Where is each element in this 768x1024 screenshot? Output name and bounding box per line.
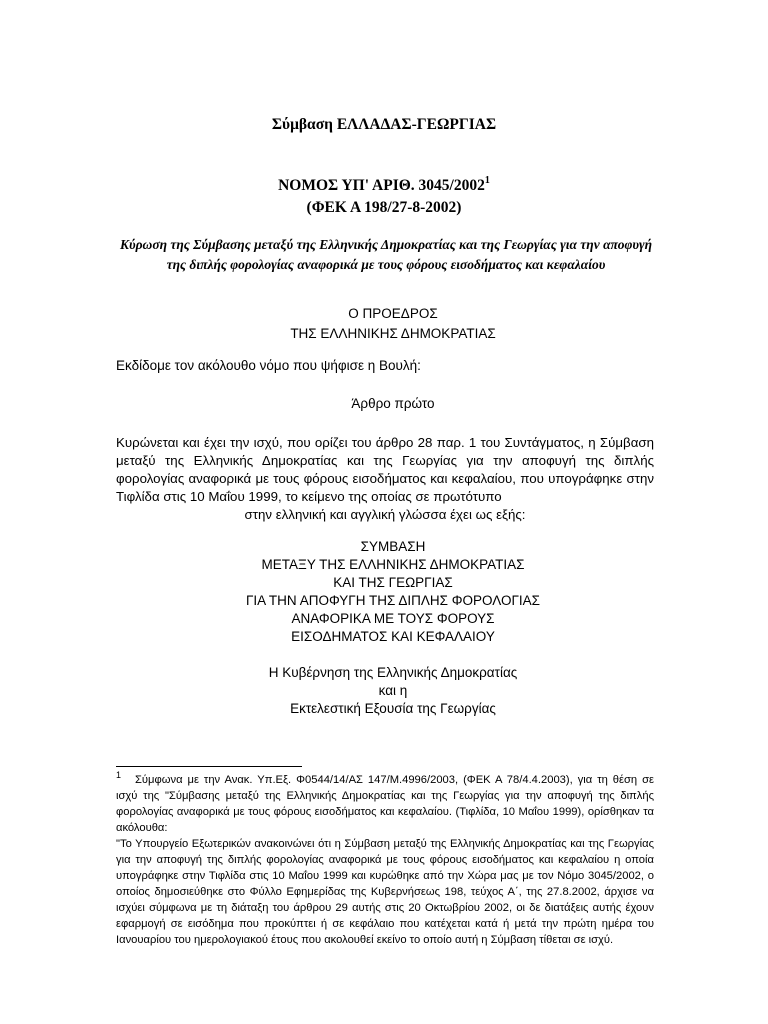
footnote: [116, 772, 654, 948]
document-title: Σύμβαση ΕΛΛΑΔΑΣ-ΓΕΩΡΓΙΑΣ: [271, 116, 497, 133]
president-line-1: Ο ΠΡΟΕΔΡΟΣ: [348, 306, 438, 321]
party-line: και η: [378, 683, 408, 698]
party-line: Η Κυβέρνηση της Ελληνικής Δημοκρατίας: [268, 665, 518, 680]
footnote-separator: [116, 766, 302, 767]
ratification-heading: Κύρωση της Σύμβασης μεταξύ της Ελληνικής Δημοκρατίας και της Γεωργίας για την αποφυγή της διπλής φορολογίας αναφορικά με τους φόρους εισοδήματος και κεφαλαίου: [119, 237, 653, 272]
law-heading: [0, 175, 768, 219]
article-text-last-line: στην ελληνική και αγγλική γλώσσα έχει ως εξής:: [244, 507, 526, 522]
convention-line: ΓΙΑ ΤΗΝ ΑΠΟΦΥΓΗ ΤΗΣ ΔΙΠΛΗΣ ΦΟΡΟΛΟΓΙΑΣ: [245, 593, 541, 608]
convention-line: ΣΥΜΒΑΣΗ: [360, 539, 426, 554]
footnote-marker: 1: [116, 770, 122, 780]
footnote-reference[interactable]: 1: [484, 175, 490, 186]
contracting-parties: [0, 664, 768, 718]
article-paragraph: [116, 434, 654, 524]
law-number: ΝΟΜΟΣ ΥΠ' ΑΡΙΘ. 3045/2002: [278, 177, 485, 194]
convention-line: ΚΑΙ ΤΗΣ ΓΕΩΡΓΙΑΣ: [333, 575, 453, 590]
article-heading: Άρθρο πρώτο: [351, 396, 435, 411]
convention-line: ΕΙΣΟΔΗΜΑΤΟΣ ΚΑΙ ΚΕΦΑΛΑΙΟΥ: [291, 629, 495, 644]
enactment-clause: Εκδίδομε τον ακόλουθο νόμο που ψήφισε η Βουλή:: [116, 358, 421, 373]
party-line: Εκτελεστική Εξουσία της Γεωργίας: [290, 701, 496, 716]
convention-line: ΑΝΑΦΟΡΙΚΑ ΜΕ ΤΟΥΣ ΦΟΡΟΥΣ: [291, 611, 495, 626]
law-number-line: [0, 175, 768, 197]
gazette-reference: (ΦΕΚ Α 198/27-8-2002): [306, 199, 462, 216]
footnote-text-1: Σύμφωνα με την Ανακ. Υπ.Εξ. Φ0544/14/ΑΣ 147/Μ.4996/2003, (ΦΕΚ Α 78/4.4.2003), για τη θέση σε ισχύ της "Σύμβασης μεταξύ της Ελληνικής Δημοκρατίας και της Γεωργίας για την αποφυγή της διπλής φορολογίας αναφορικά με τους φόρους εισοδήματος και κεφαλαίου. (Τιφλίδα, 10 Μαΐου 1999), ορίσθηκαν τα ακόλουθα:: [116, 774, 654, 834]
article-text: Κυρώνεται και έχει την ισχύ, που ορίζει του άρθρο 28 παρ. 1 του Συντάγματος, η Σύμβαση μεταξύ της Ελληνικής Δημοκρατίας και της Γεωργίας για την αποφυγή της διπλής φορολογίας αναφορικά με τους φόρους εισοδήματος και κεφαλαίου, που υπογράφηκε στην Τιφλίδα στις 10 Μαΐου 1999, το κείμενο της οποίας σε πρωτότυπο: [116, 435, 654, 504]
convention-line: ΜΕΤΑΞΥ ΤΗΣ ΕΛΛΗΝΙΚΗΣ ΔΗΜΟΚΡΑΤΙΑΣ: [261, 557, 525, 572]
convention-title: [0, 538, 768, 646]
footnote-paragraph-1: [116, 772, 654, 836]
president-line-2: ΤΗΣ ΕΛΛΗΝΙΚΗΣ ΔΗΜΟΚΡΑΤΙΑΣ: [290, 326, 496, 341]
footnote-paragraph-2: "Το Υπουργείο Εξωτερικών ανακοινώνει ότι η Σύμβαση μεταξύ της Ελληνικής Δημοκρατίας και της Γεωργίας για την αποφυγή της διπλής φορολογίας αναφορικά με τους φόρους εισοδήματος και κεφαλαίου η οποία υπογράφηκε στην Τιφλίδα στις 10 Μαΐου 1999 και κυρώθηκε από την Χώρα μας με τον Νόμο 3045/2002, ο οποίος δημοσιεύθηκε στο Φύλλο Εφημερίδας της Κυβερνήσεως 198, τεύχος Α΄, της 27.8.2002, άρχισε να ισχύει σύμφωνα με τη διάταξη του άρθρου 29 αυτής στις 20 Οκτωβρίου 2002, οι δε διατάξεις αυτής έχουν εφαρμογή σε εισόδημα που προκύπτει ή σε κεφάλαιο που κατέχεται κατά ή μετά την πρώτη ημέρα του Ιανουαρίου του ημερολογιακού έτους που ακολουθεί εκείνο το οποίο αυτή η Σύμβαση τίθεται σε ισχύ.: [116, 838, 654, 946]
president-heading: [0, 304, 768, 344]
